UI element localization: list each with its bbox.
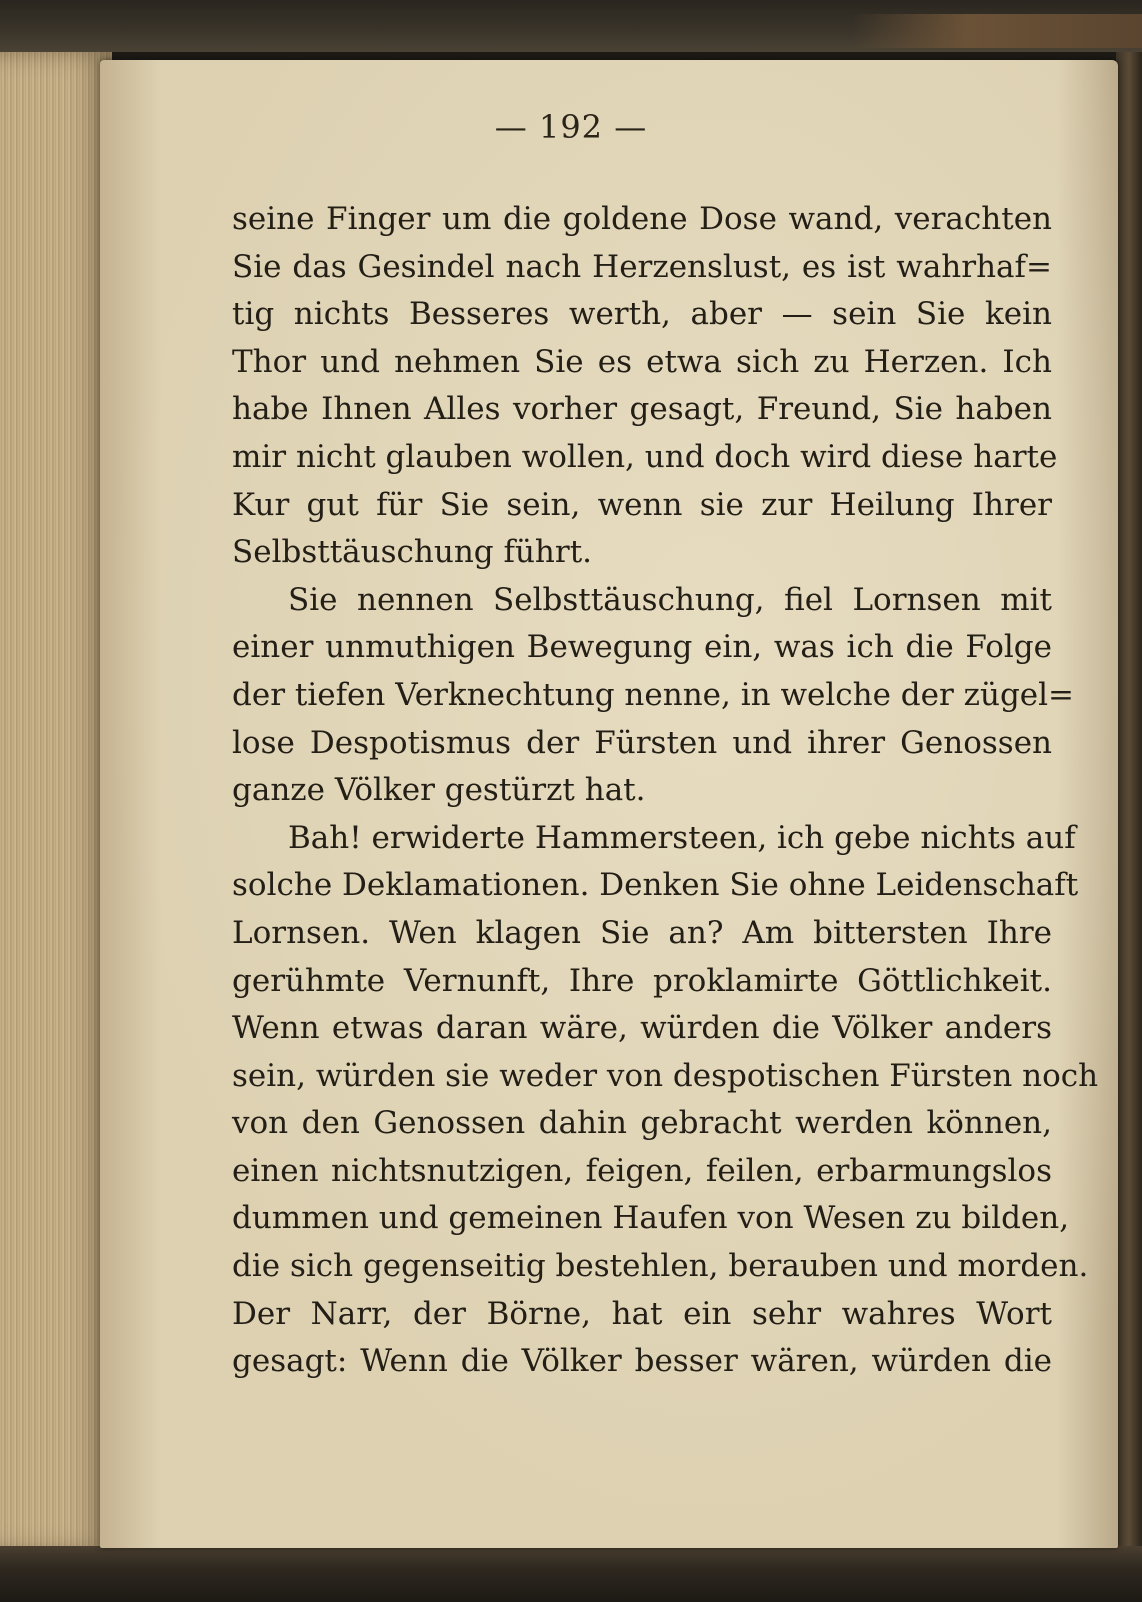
text-line: Bah! erwiderte Hammersteen, ich gebe nichts auf: [288, 819, 1076, 856]
page-number: — 192 —: [494, 108, 648, 146]
text-line: einer unmuthigen Bewegung ein, was ich die Folge: [232, 629, 1052, 666]
text-line: gesagt: Wenn die Völker besser wären, würden die: [232, 1343, 1052, 1380]
text-line: Lornsen. Wen klagen Sie an? Am bittersten Ihre: [232, 914, 1052, 951]
text-line: Der Narr, der Börne, hat ein sehr wahres Wort: [232, 1295, 1052, 1332]
text-line: dummen und gemeinen Haufen von Wesen zu bilden,: [232, 1200, 1070, 1237]
text-line: seine Finger um die goldene Dose wand, verachten: [232, 201, 1052, 237]
text-line: Sie das Gesindel nach Herzenslust, es ist wahrhaf=: [232, 248, 1052, 285]
text-line: solche Deklamationen. Denken Sie ohne Leidenschaft: [232, 867, 1079, 904]
text-line: sein, würden sie weder von despotischen Fürsten noch: [232, 1057, 1099, 1094]
text-line: lose Despotismus der Fürsten und ihrer Genossen: [232, 724, 1052, 761]
text-line: Wenn etwas daran wäre, würden die Völker anders: [232, 1010, 1052, 1047]
text-line: der tiefen Verknechtung nenne, in welche der zügel=: [232, 676, 1075, 713]
book-cover-bottom: [0, 1546, 1142, 1602]
text-line: von den Genossen dahin gebracht werden können,: [232, 1105, 1052, 1142]
text-line: Thor und nehmen Sie es etwa sich zu Herzen. Ich: [232, 343, 1052, 380]
text-line: gerühmte Vernunft, Ihre proklamirte Göttlichkeit.: [232, 962, 1052, 999]
page-stack-edges: [0, 52, 112, 1552]
text-line: Selbsttäuschung führt.: [232, 534, 593, 571]
text-line: mir nicht glauben wollen, und doch wird diese harte: [232, 438, 1058, 475]
text-line: Kur gut für Sie sein, wenn sie zur Heilung Ihrer: [232, 486, 1052, 523]
body-text: [232, 196, 1099, 1386]
book-cover-top: [0, 0, 1142, 52]
text-line: tig nichts Besseres werth, aber — sein Sie kein: [232, 296, 1052, 333]
book-cover-right: [1116, 52, 1142, 1552]
text-line: habe Ihnen Alles vorher gesagt, Freund, Sie haben: [232, 391, 1052, 428]
text-line: Sie nennen Selbsttäuschung, fiel Lornsen mit: [288, 581, 1052, 618]
text-line: einen nichtsnutzigen, feigen, feilen, erbarmungslos: [232, 1152, 1052, 1189]
text-line: ganze Völker gestürzt hat.: [232, 772, 646, 809]
text-line: die sich gegenseitig bestehlen, berauben und morden.: [232, 1248, 1089, 1285]
